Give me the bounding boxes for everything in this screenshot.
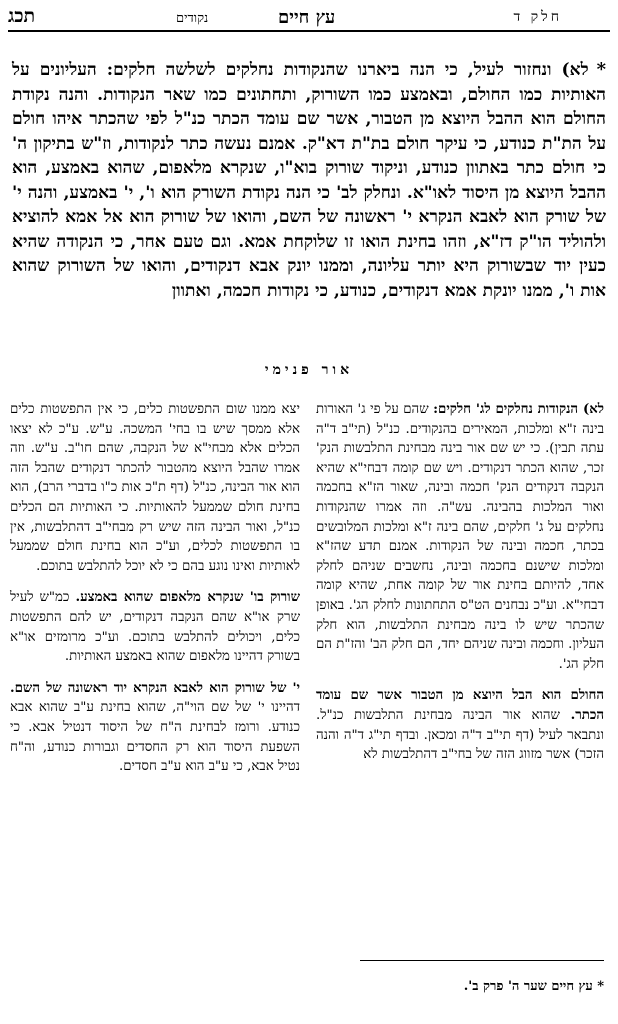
part-label: חלק ד (513, 9, 562, 25)
footnote-rule (360, 960, 604, 961)
paragraph-text: דהיינו י' של שם הוי"ה, שהוא בחינת ע"ב שהוא אבא כנודע. ורומז לבחינת ה"ח של היסוד דנטיל אבא. כי השפעת היסוד הוא רק החסדים וגבורות כנודע, וה"ח נטיל אבא, כי ע"ב הוא ע"ב חסדים. (10, 700, 300, 775)
paragraph-lead: י' של שורוק הוא לאבא הנקרא יוד ראשונה של השם. (10, 680, 300, 696)
main-text (12, 58, 606, 303)
paragraph-lead: שורוק בו' שנקרא מלאפום שהוא באמצע. (75, 590, 300, 606)
commentary-right-column (316, 400, 604, 777)
book-title: עץ חיים (278, 7, 336, 28)
paragraph-text: יצא ממנו שום התפשטות כלים, כי אין התפשטות כלים אלא ממסך שיש בו בחי' המשכה. ע"ש. ע"כ לא יצאו הכלים אלא מבחי"א של הנקבה, שהם חו"ב. ע"ש. וזה אמרו שהבל היוצא מהטבור להכתר דנקודים שהבל הזה הוא אור הבינה, כנ"ל (דף ת"כ אות כ"ו בדברי הרב), הוא בחינת חולם שממעל להאותיות. כי האותיות הם הכלים כנ"ל, ואור הבינה הזה שיש רק מבחי"ב דהתלבשות, אין בו התפשטות לכלים, וע"כ הוא בחינת חולם שממעל לאותיות ואינו נוגע בהם כי לא יוכל להתלבש בתוכם. (10, 402, 300, 574)
commentary-paragraph (316, 686, 604, 764)
paragraph-text: שהוא אור הבינה מבחינת התלבשות כנ"ל. ונתבאר לעיל (דף תי"ב ד"ה ומכאן. ובדף תי"ג ד"ה והנה הזכר) אשר מזווג הזה של בחי"ב דהתלבשות לא (316, 707, 604, 763)
header-rule (8, 30, 610, 32)
section-label: נקודים (176, 11, 209, 26)
commentary-title: אור פנימי (264, 362, 354, 378)
paragraph-lead: לא) הנקודות נחלקים לג' חלקים: (433, 402, 604, 417)
page-number: תכג (8, 5, 36, 27)
commentary-paragraph (10, 588, 300, 666)
paragraph-lead: החולם הוא הבל היוצא מן הטבור אשר שם עומד הכתר. (316, 688, 604, 723)
page-header (8, 2, 610, 28)
paragraph-text: כמ"ש לעיל שרק או"א שהם הנקבה דנקודים, יש להם התפשטות כלים, ויכולים להתלבש בתוכם. וע"כ מרומזים או"א בשורק דהיינו מלאפום שהוא באמצע האותיות. (10, 590, 300, 665)
main-text-body: לא) ונחזור לעיל, כי הנה ביארנו שהנקודות נחלקים לשלשה חלקים: העליונים על האותיות כמו החולם, ובאמצע כמו השורוק, ותחתונים כמו שאר הנקודות. והנה נקודת החולם הוא ההבל היוצא מן הטבור, אשר שם עומד הכתר כנ"ל לפי שהכתר איהו חולם על הת"ת כנודע, כי עיקר חולם בת"ת דא"ק. אמנם נעשה כתר לנקודות, וז"ש בתיקון ה' כי חולם כתר באתוון כנודע, וניקוד שורוק בוא"ו, שנקרא מלאפום, שהוא באמצע, הוא ההבל היוצא מן היסוד לאו"א. ונחלק לב' כי הנה נקודת השורק הוא ו', י' באמצע, והנה י' של שורק הוא לאבא הנקרא י' ראשונה של השם, והואו של שורוק הוא אל אמא להוציא ולהוליד הו"ק דז"א, וזהו בחינת הואו זו שלוקחת אמא. וגם טעם אחר, כי הנקודה שהיא כעין יוד שבשורוק היא יותר עליונה, וממנו יונק אבא דנקודים, והואו של השורוק שהוא אות ו', ממנו יונקת אמא דנקודים, כנודע, כי נקודות חכמה, ואתוון (12, 60, 606, 301)
footnote-marker: * (596, 59, 606, 80)
paragraph-text: שהם על פי ג' האורות בינה ז"א ומלכות, המאירים בהנקודים. כנ"ל (תי"ב ד"ה עתה תבין). כי יש שם אור בינה מבחינת התלבשות הנק' זכר, שהוא הכתר דנקודים. ויש שם קומה דבחי"א שהיא הנקבה דנקודים הנק' חכמה ובינה, שאור הז"א בחכמה ואור המלכות בהבינה. עש"ה. וזה אמרו שהנקודות נחלקים על ג' חלקים, שהם בינה ז"א ומלכות המלובשים בכתר, חכמה ובינה של הנקודות. אמנם תדע שהז"א ומלכות שישנם בחכמה ובינה, נחשבים שניהם לחלק אחד, להיותם בחינת אור של קומה אחת, שהיא קומה דבחי"א. וע"כ נבחנים הט"ס התחתונות לחלק הג'. באופן שהכתר שיש לו בינה מבחינת התלבשות, הוא חלק העליון. וחכמה ובינה שניהם יחד, הם חלק הב' והז"ת הם חלק הג'. (316, 402, 604, 672)
commentary-paragraph (10, 679, 300, 777)
commentary-paragraph (10, 400, 300, 576)
commentary-left-column (10, 400, 300, 789)
commentary-paragraph (316, 400, 604, 674)
footnote: * עץ חיים שער ה' פרק ב'. (463, 979, 604, 994)
